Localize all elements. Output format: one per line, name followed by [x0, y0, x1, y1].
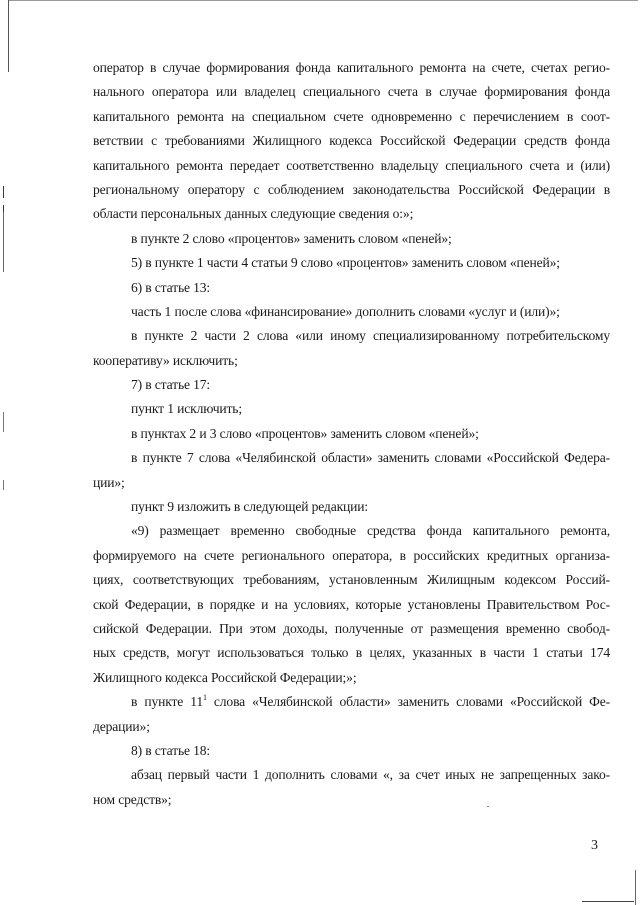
text-line: формируемого на счете регионального оператора, в российских кредитных организа-: [93, 547, 610, 563]
scan-artifact: [3, 186, 4, 198]
document-body: [93, 56, 610, 812]
text-line: «9) размещает временно свободные средства фонда капитального ремонта,: [131, 523, 610, 539]
text-line: дерации»;: [93, 718, 150, 734]
scan-edge-top: [8, 0, 638, 1]
text-line: ных средств, могут использоваться только в целях, указанных в части 1 статьи 174: [93, 645, 610, 661]
text-line: ции»;: [93, 474, 125, 490]
text-line: в пункте 2 слово «процентов» заменить словом «пеней»;: [131, 230, 452, 246]
text-line: в пункте 7 слова «Челябинской области» заменить словами «Российской Федера-: [131, 450, 610, 466]
text-line: региональному оператору с соблюдением законодательства Российской Федерации в: [93, 181, 610, 197]
scan-edge-right: [635, 870, 636, 905]
text-line: [93, 690, 610, 714]
text-line: 6) в статье 13:: [131, 279, 211, 295]
text-line: 7) в статье 17:: [131, 377, 211, 393]
text-fragment: слова «Челябинской области» заменить словами «Российской Фе-: [206, 694, 610, 710]
text-line: кооперативу» исключить;: [93, 352, 238, 368]
text-line: пункт 1 исключить;: [131, 401, 242, 417]
text-line: часть 1 после слова «финансирование» дополнить словами «услуг и (или)»;: [131, 303, 560, 319]
text-line: области персональных данных следующие сведения о:»;: [93, 206, 414, 222]
text-line: 8) в статье 18:: [131, 742, 211, 758]
scan-artifact: [3, 480, 4, 490]
text-line: капитального ремонта на специальном счете одновременно с перечислением в соот-: [93, 108, 610, 124]
scan-edge-left: [8, 0, 9, 72]
scan-edge-bottom: [582, 901, 634, 902]
text-line: абзац первый части 1 дополнить словами «, за счет иных не запрещенных зако-: [131, 767, 610, 783]
text-line: 5) в пункте 1 части 4 статьи 9 слово «процентов» заменить словом «пеней»;: [131, 255, 560, 271]
scan-artifact: [3, 412, 4, 432]
text-line: пункт 9 изложить в следующей редакции:: [131, 499, 369, 515]
text-line: оператор в случае формирования фонда капитального ремонта на счете, счетах регио-: [93, 60, 610, 75]
superscript: 1: [203, 693, 207, 703]
text-line: ской Федерации, в порядке и на условиях, которые установлены Правительством Рос-: [93, 596, 610, 612]
text-line: в пунктах 2 и 3 слово «процентов» заменить словом «пеней»;: [131, 425, 479, 441]
text-line: циях, соответствующих требованиям, установленным Жилищным кодексом Россий-: [93, 572, 610, 588]
text-line: в пункте 2 части 2 слова «или иному специализированному потребительскому: [131, 328, 610, 344]
text-fragment: в пункте 11: [131, 694, 203, 710]
text-line: ветствии с требованиями Жилищного кодекса Российской Федерации средств фонда: [93, 133, 610, 149]
text-line: капитального ремонта передает соответственно владельцу специального счета и (или): [93, 157, 610, 173]
text-line: ном средств»;: [93, 791, 172, 807]
text-line: нального оператора или владелец специального счета в случае формирования фонда: [93, 84, 610, 100]
page-number: 3: [591, 838, 598, 853]
text-line: Жилищного кодекса Российской Федерации;»;: [93, 669, 357, 685]
scan-artifact: [3, 212, 4, 272]
text-line: сийской Федерации. При этом доходы, полученные от размещения временно свобод-: [93, 620, 610, 636]
